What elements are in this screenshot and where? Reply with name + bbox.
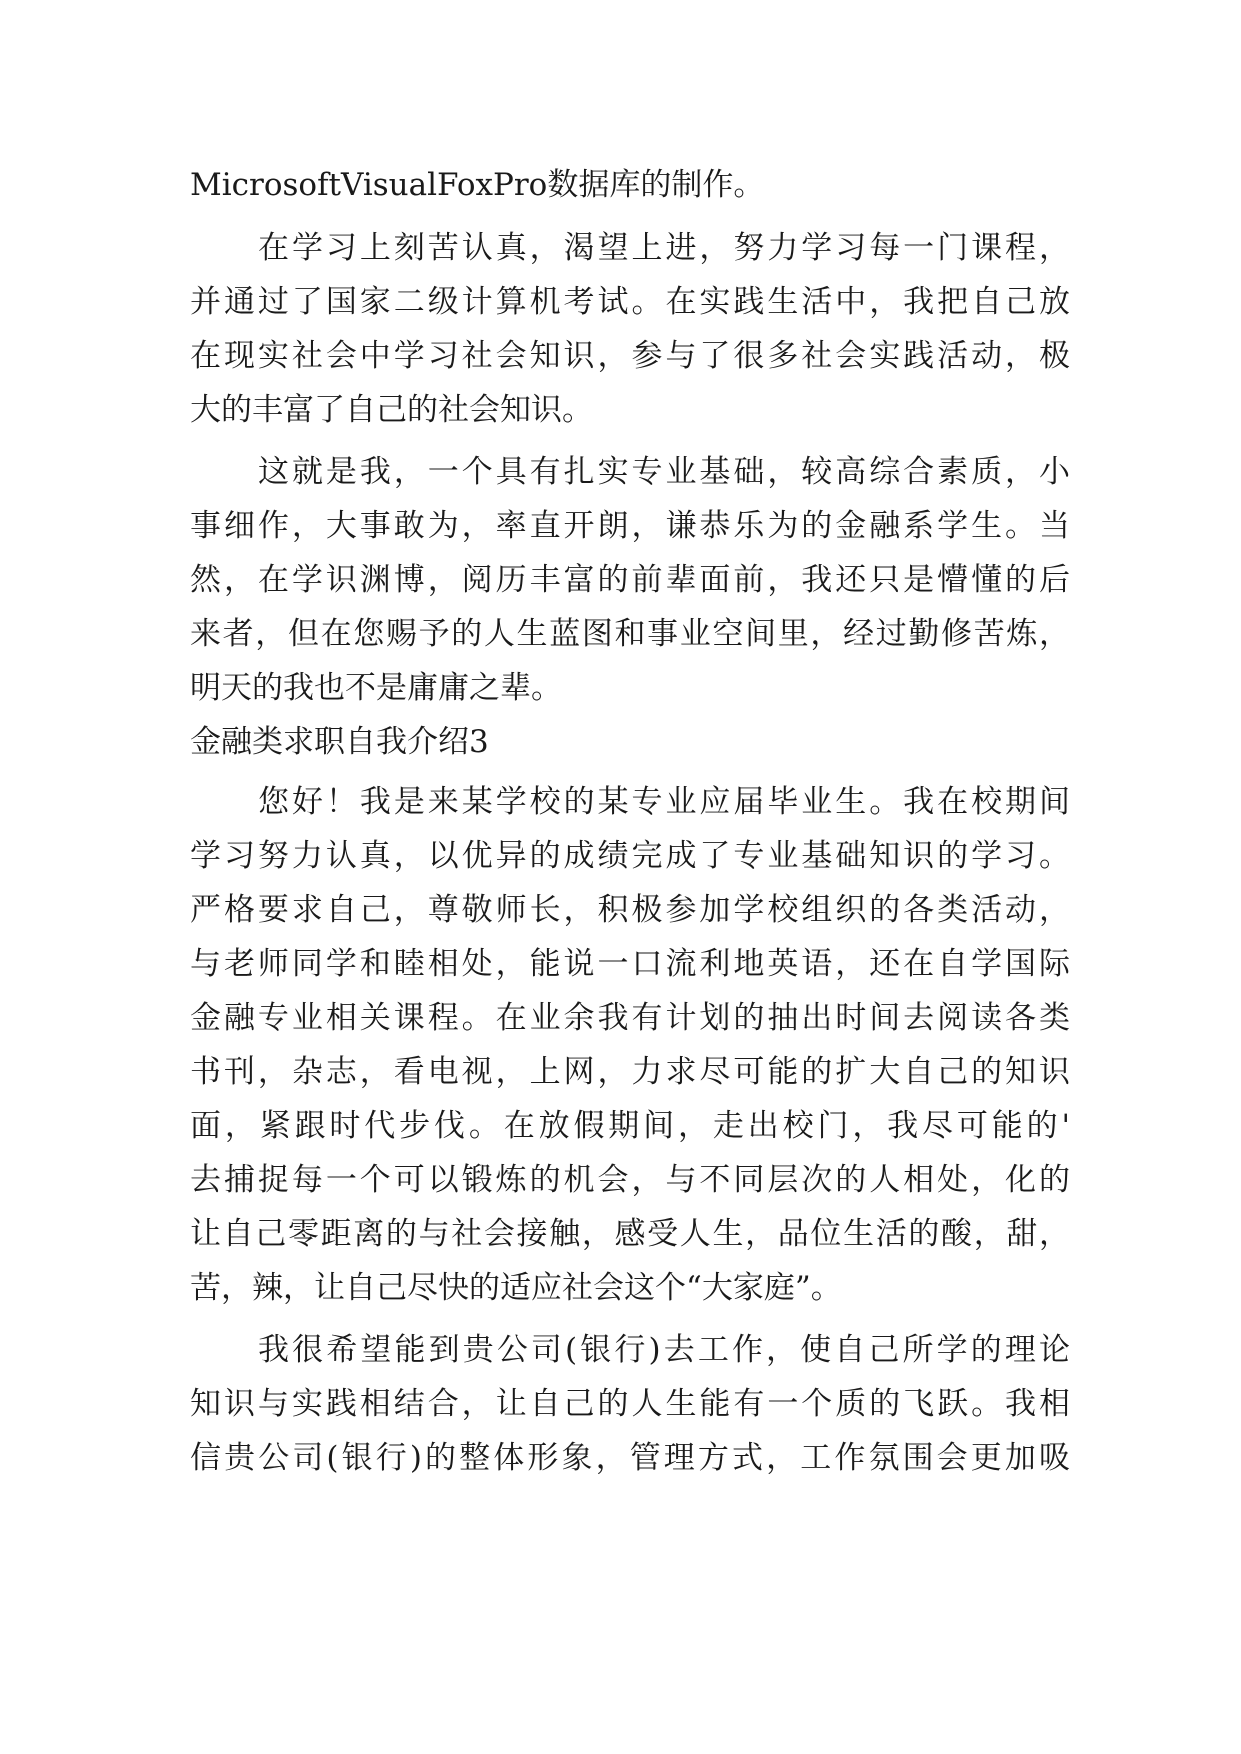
text-line: 明天的我也不是庸庸之辈。 — [190, 670, 562, 706]
text-line: 让自己零距离的与社会接触，感受人生，品位生活的酸，甜， — [190, 1216, 1070, 1252]
text-line: 事细作，大事敢为，率直开朗，谦恭乐为的金融系学生。当 — [190, 508, 1070, 544]
text-line: 信贵公司(银行)的整体形象，管理方式，工作氛围会更加吸 — [190, 1440, 1070, 1476]
text-line: 严格要求自己，尊敬师长，积极参加学校组织的各类活动， — [190, 892, 1070, 928]
text-line: 并通过了国家二级计算机考试。在实践生活中，我把自己放 — [190, 284, 1070, 320]
text-line: 在现实社会中学习社会知识，参与了很多社会实践活动，极 — [190, 338, 1070, 374]
text-line: 金融专业相关课程。在业余我有计划的抽出时间去阅读各类 — [190, 1000, 1070, 1036]
text-line: 苦，辣，让自己尽快的适应社会这个“大家庭”。 — [190, 1270, 842, 1306]
paragraph-first-line: 我很希望能到贵公司(银行)去工作，使自己所学的理论 — [258, 1332, 1070, 1368]
text-line: 去捕捉每一个可以锻炼的机会，与不同层次的人相处，化的 — [190, 1162, 1070, 1198]
text-line: 学习努力认真，以优异的成绩完成了专业基础知识的学习。 — [190, 838, 1070, 874]
text-line: 知识与实践相结合，让自己的人生能有一个质的飞跃。我相 — [190, 1386, 1070, 1422]
text-line: 面，紧跟时代步伐。在放假期间，走出校门，我尽可能的' — [190, 1108, 1070, 1144]
text-line: 与老师同学和睦相处，能说一口流利地英语，还在自学国际 — [190, 946, 1070, 982]
text-line: 大的丰富了自己的社会知识。 — [190, 392, 593, 428]
section-heading: 金融类求职自我介绍3 — [190, 724, 489, 760]
text-line: 来者，但在您赐予的人生蓝图和事业空间里，经过勤修苦炼， — [190, 616, 1070, 652]
text-line: MicrosoftVisualFoxPro数据库的制作。 — [190, 167, 765, 203]
paragraph-first-line: 在学习上刻苦认真，渴望上进，努力学习每一门课程， — [258, 230, 1070, 266]
paragraph-first-line: 这就是我，一个具有扎实专业基础，较高综合素质，小 — [258, 454, 1070, 490]
text-line: 书刊，杂志，看电视，上网，力求尽可能的扩大自己的知识 — [190, 1054, 1070, 1090]
paragraph-first-line: 您好！我是来某学校的某专业应届毕业生。我在校期间 — [258, 784, 1070, 820]
text-line: 然，在学识渊博，阅历丰富的前辈面前，我还只是懵懂的后 — [190, 562, 1070, 598]
